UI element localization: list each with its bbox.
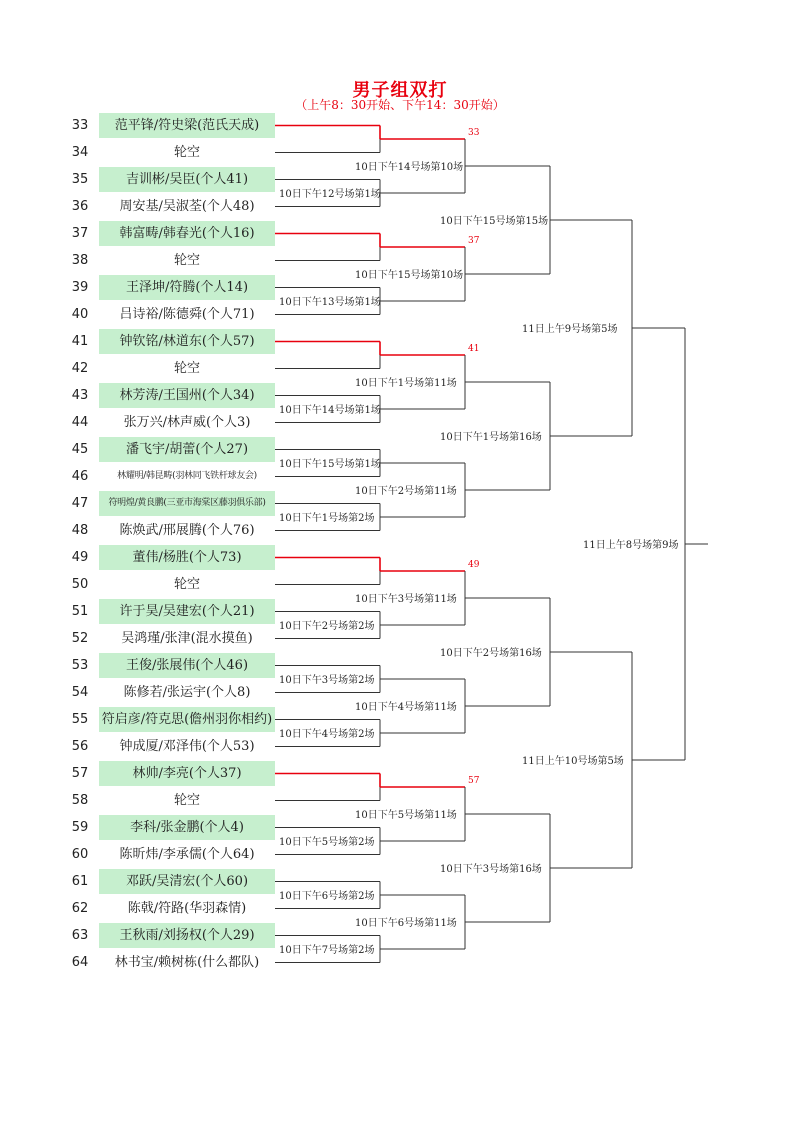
match-label: 10日下午2号场第16场 — [440, 648, 542, 659]
entry-number: 45 — [71, 442, 89, 457]
entry-number: 57 — [71, 766, 89, 781]
entry-name: 陈修若/张运宇(个人8) — [123, 685, 251, 700]
match-label: 10日下午6号场第2场 — [279, 891, 375, 902]
entry-number: 52 — [71, 631, 89, 646]
entry-number: 53 — [71, 658, 89, 673]
entry-number: 48 — [71, 523, 89, 538]
entry-name: 张万兴/林声威(个人3) — [123, 415, 251, 430]
match-label: 10日下午1号场第16场 — [440, 432, 542, 443]
entry-number: 41 — [71, 334, 89, 349]
entry-number: 42 — [71, 361, 89, 376]
entry-number: 62 — [71, 901, 89, 916]
entry-name: 王俊/张展伟(个人46) — [99, 653, 275, 678]
match-label: 10日下午2号场第11场 — [355, 486, 457, 497]
entry-number: 50 — [71, 577, 89, 592]
entry-name: 轮空 — [173, 577, 200, 592]
entry-name: 王秋雨/刘扬权(个人29) — [99, 923, 275, 948]
entry-number: 36 — [71, 199, 89, 214]
page-title: 男子组双打 — [352, 80, 448, 101]
entry-name: 周安基/吴淑荃(个人48) — [119, 199, 255, 214]
match-label: 10日下午15号场第10场 — [355, 270, 464, 281]
entry-number: 35 — [71, 172, 89, 187]
entry-name: 轮空 — [173, 361, 200, 376]
final-match-label: 11日上午8号场第9场 — [583, 540, 679, 551]
match-label: 10日下午3号场第11场 — [355, 594, 457, 605]
entry-name: 潘飞宇/胡蕾(个人27) — [99, 437, 275, 462]
entry-name: 吴鸿瑾/张津(混水摸鱼) — [121, 631, 253, 646]
entry-number: 46 — [71, 469, 89, 484]
match-label: 10日下午1号场第2场 — [279, 513, 375, 524]
entry-number: 49 — [71, 550, 89, 565]
match-label: 10日下午5号场第2场 — [279, 837, 375, 848]
entry-number: 43 — [71, 388, 89, 403]
winner-number: 41 — [468, 344, 480, 354]
match-label: 10日下午14号场第1场 — [279, 405, 381, 416]
match-label: 10日下午12号场第1场 — [279, 189, 381, 200]
entry-name: 轮空 — [173, 793, 200, 808]
entry-number: 55 — [71, 712, 89, 727]
entry-number: 38 — [71, 253, 89, 268]
entry-name: 吉训彬/吴臣(个人41) — [99, 167, 275, 192]
entry-name: 王泽坤/符腾(个人14) — [99, 275, 275, 300]
entry-name: 林帅/李亮(个人37) — [99, 761, 275, 786]
match-label: 10日下午7号场第2场 — [279, 945, 375, 956]
entry-name: 吕诗裕/陈德舜(个人71) — [119, 307, 255, 322]
entry-number: 59 — [71, 820, 89, 835]
match-label: 10日下午15号场第1场 — [279, 459, 381, 470]
entry-name: 钟成厦/邓泽伟(个人53) — [119, 739, 255, 754]
entry-name: 范平锋/符史梁(范氏天成) — [99, 113, 275, 138]
match-label: 11日上午9号场第5场 — [522, 324, 618, 335]
match-label: 10日下午3号场第2场 — [279, 675, 375, 686]
entry-name: 邓跃/吴清宏(个人60) — [99, 869, 275, 894]
entry-name: 董伟/杨胜(个人73) — [99, 545, 275, 570]
entry-number: 56 — [71, 739, 89, 754]
entry-number: 39 — [71, 280, 89, 295]
entry-number: 61 — [71, 874, 89, 889]
entry-name: 符启彦/符克思(儋州羽你相约) — [99, 707, 275, 732]
entry-number: 51 — [71, 604, 89, 619]
entry-name: 陈戟/符路(华羽森情) — [127, 901, 247, 916]
entry-number: 34 — [71, 145, 89, 160]
entry-name: 林书宝/赖树栋(什么都队) — [114, 955, 260, 970]
match-label: 10日下午3号场第16场 — [440, 864, 542, 875]
match-label: 10日下午1号场第11场 — [355, 378, 457, 389]
entry-number: 47 — [71, 496, 89, 511]
match-label: 10日下午4号场第2场 — [279, 729, 375, 740]
entry-number: 44 — [71, 415, 89, 430]
entry-number: 33 — [71, 118, 89, 133]
match-label: 11日上午10号场第5场 — [522, 756, 624, 767]
entry-name: 符明煌/黄良鹏(三亚市海棠区藤羽俱乐部) — [99, 491, 275, 516]
winner-number: 37 — [468, 236, 480, 246]
entry-number: 63 — [71, 928, 89, 943]
entry-name: 轮空 — [173, 253, 200, 268]
entry-name: 陈昕炜/李承儒(个人64) — [119, 847, 255, 862]
entry-number: 40 — [71, 307, 89, 322]
entry-number: 64 — [71, 955, 89, 970]
entry-number: 54 — [71, 685, 89, 700]
match-label: 10日下午14号场第10场 — [355, 162, 464, 173]
winner-number: 33 — [468, 128, 480, 138]
match-label: 10日下午4号场第11场 — [355, 702, 457, 713]
entry-name: 许于昊/吴建宏(个人21) — [99, 599, 275, 624]
entry-name: 李科/张金鹏(个人4) — [99, 815, 275, 840]
entry-number: 60 — [71, 847, 89, 862]
entry-name: 钟钦铭/林道东(个人57) — [99, 329, 275, 354]
match-label: 10日下午6号场第11场 — [355, 918, 457, 929]
match-label: 10日下午13号场第1场 — [279, 297, 381, 308]
winner-number: 57 — [468, 776, 480, 786]
match-label: 10日下午5号场第11场 — [355, 810, 457, 821]
entry-name: 韩富畴/韩春光(个人16) — [99, 221, 275, 246]
schedule-subtitle: （上午8：30开始、下午14：30开始） — [295, 98, 505, 112]
entry-name: 轮空 — [173, 145, 200, 160]
match-label: 10日下午15号场第15场 — [440, 216, 549, 227]
match-label: 10日下午2号场第2场 — [279, 621, 375, 632]
entry-name: 林耀明/韩昆畴(羽林同飞铁杆球友会) — [117, 471, 257, 481]
entry-number: 58 — [71, 793, 89, 808]
entry-name: 陈焕武/邢展腾(个人76) — [119, 523, 255, 538]
entry-name: 林芳涛/王国州(个人34) — [99, 383, 275, 408]
winner-number: 49 — [468, 560, 480, 570]
entry-number: 37 — [71, 226, 89, 241]
